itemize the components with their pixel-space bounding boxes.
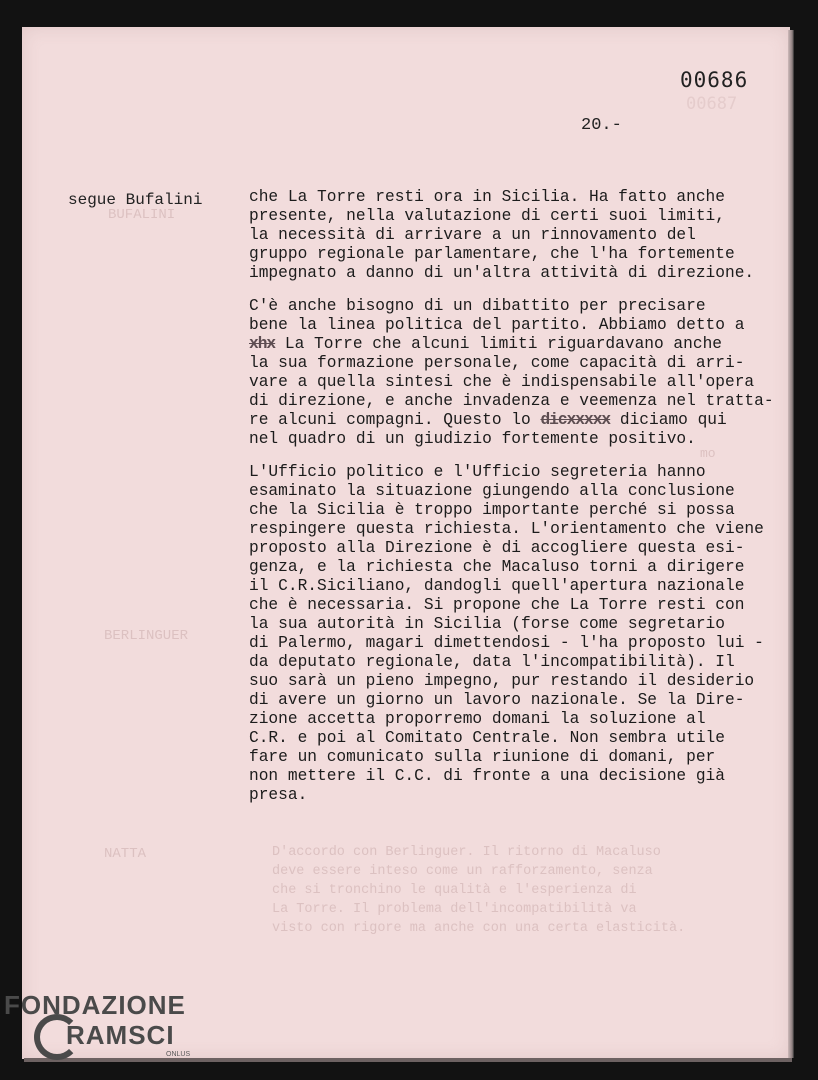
bleed-through-number: 00687 [686,94,738,114]
text-line: impegnato a danno di un'altra attività di direzione. [249,264,755,282]
text-line: vare a quella sintesi che è indispensabile all'opera [249,373,755,391]
page-edge [788,30,794,1058]
text-line: genza, e la richiesta che Macaluso torni a dirigere [249,558,745,576]
document-number: 00686 [680,68,749,92]
bleed-through-fragment: mo [700,446,716,461]
struck-out-text: dicxxxxx [540,411,611,429]
text-line: esaminato la situazione giungendo alla conclusione [249,482,735,500]
text-line: presa. [249,786,308,804]
text-line: di Palermo, magari dimettendosi - l'ha proposto lui - [249,634,764,652]
paragraph-2 [249,297,774,449]
text-line-rest: La Torre che alcuni limiti riguardavano anche [275,335,723,353]
text-line: di direzione, e anche invadenza e veemenza nel tratta- [249,392,774,410]
text-line: la sua autorità in Sicilia (forse come segretario [249,615,725,633]
text-line: C'è anche bisogno di un dibattito per precisare [249,297,706,315]
speaker-label: segue Bufalini [68,191,203,209]
text-line: il C.R.Siciliano, dandogli quell'apertura nazionale [249,577,745,595]
text-line: L'Ufficio politico e l'Ufficio segreteria hanno [249,463,706,481]
text-line: non mettere il C.C. di fronte a una decisione già [249,767,725,785]
page-bottom-edge [24,1058,792,1062]
bleed-through-paragraph: D'accordo con Berlinguer. Il ritorno di Macaluso deve essere inteso come un rafforzamento, senza che si tronchino le qualità e l'esperienza di La Torre. Il problema dell'incompatibilità va visto con rigore ma anche con una certa elasticità. [272,845,686,936]
text-line: respingere questa richiesta. L'orientamento che viene [249,520,764,538]
text-line: che la Sicilia è troppo importante perché si possa [249,501,735,519]
text-line-with-strike [249,411,769,430]
body-text [249,188,774,819]
text-line: gruppo regionale parlamentare, che l'ha fortemente [249,245,735,263]
bleed-through-speaker-bufalini: BUFALINI [108,207,176,223]
text-line: di avere un giorno un lavoro nazionale. Se la Dire- [249,691,745,709]
text-line: la necessità di arrivare a un rinnovamento del [249,226,696,244]
paragraph-1 [249,188,769,283]
text-line: nel quadro di un giudizio fortemente positivo. [249,430,696,448]
text-line: che La Torre resti ora in Sicilia. Ha fatto anche [249,188,725,206]
text-line: la sua formazione personale, come capacità di arri- [249,354,745,372]
paragraph-3 [249,463,769,805]
text-line-with-strike [249,335,769,354]
page-number: 20.- [581,116,622,135]
text-line-start: re alcuni compagni. Questo lo [249,411,541,429]
bleed-through-speaker-natta: NATTA [104,846,147,862]
text-line: fare un comunicato sulla riunione di domani, per [249,748,716,766]
text-line: zione accetta proporremo domani la soluzione al [249,710,706,728]
text-line-rest: diciamo qui [610,411,727,429]
gramsci-g-logo-icon [34,1014,80,1060]
fondazione-gramsci-watermark [4,990,191,1058]
watermark-onlus: ONLUS [166,1051,191,1058]
watermark-line-2: RAMSCI [66,1020,175,1050]
text-line: da deputato regionale, data l'incompatibilità). Il [249,653,735,671]
text-line: bene la linea politica del partito. Abbiamo detto a [249,316,745,334]
text-line: proposto alla Direzione è di accogliere questa esi- [249,539,745,557]
text-line: suo sarà un pieno impegno, pur restando il desiderio [249,672,755,690]
bleed-through-speaker-berlinguer: BERLINGUER [104,628,189,644]
struck-out-text: xhx [249,335,276,353]
text-line: presente, nella valutazione di certi suoi limiti, [249,207,725,225]
text-line: che è necessaria. Si propone che La Torre resti con [249,596,745,614]
watermark-line-1: FONDAZIONE [4,990,186,1020]
text-line: C.R. e poi al Comitato Centrale. Non sembra utile [249,729,725,747]
